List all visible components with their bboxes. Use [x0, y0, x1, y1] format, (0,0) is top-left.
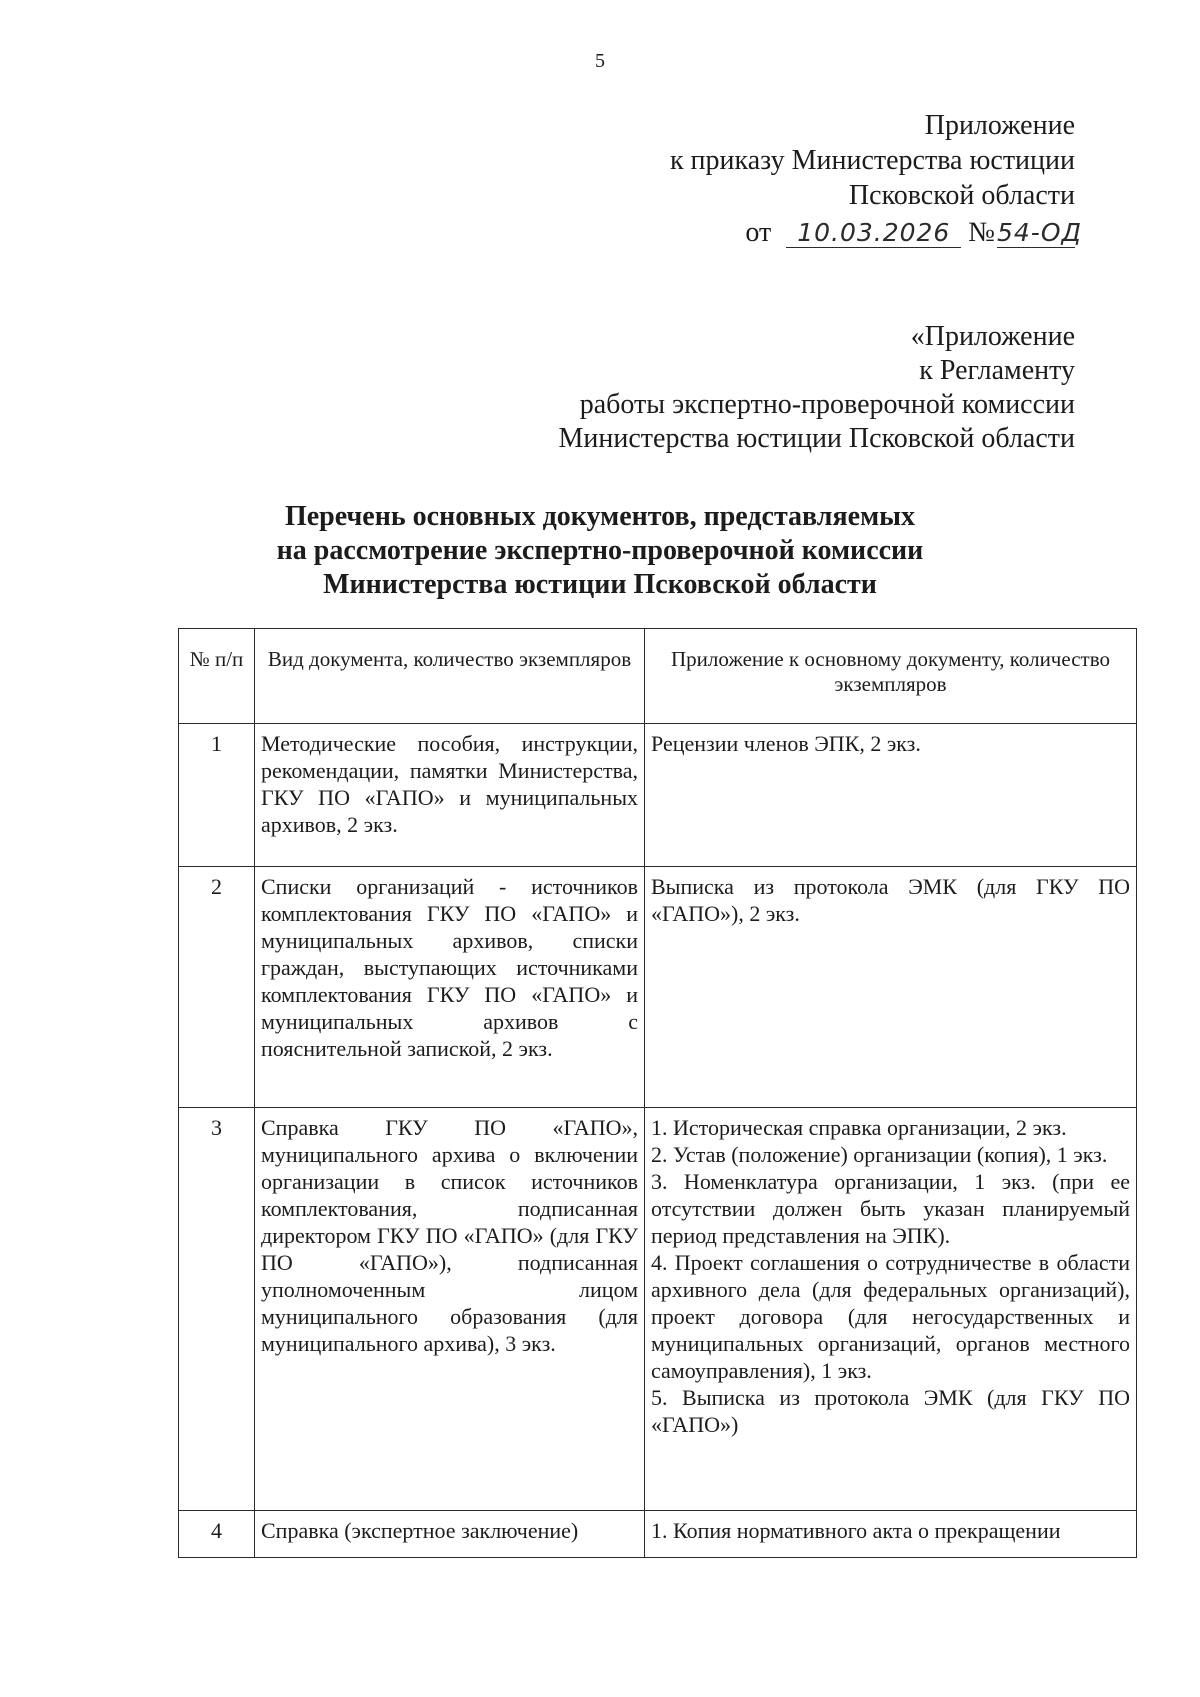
- handwritten-number: 54-ОД: [997, 218, 1083, 247]
- table-row: [179, 1108, 1137, 1511]
- regulation-block: [559, 320, 1075, 456]
- table-row: [179, 1511, 1137, 1558]
- table-row: [179, 867, 1137, 1108]
- attachment-item: 2. Устав (положение) организации (копия), 1 экз.: [651, 1142, 1108, 1167]
- attachment-item: 3. Номенклатура организации, 1 экз. (при ее отсутствии должен быть указан планируемый период представления на ЭПК).: [651, 1169, 1130, 1248]
- regulation-line-3: работы экспертно-проверочной комиссии: [579, 389, 1075, 420]
- row-attachment: Выписка из протокола ЭМК (для ГКУ ПО «ГАПО»), 2 экз.: [645, 867, 1137, 1108]
- documents-table: [178, 628, 1137, 1558]
- header-doc: Вид документа, количество экземпляров: [255, 629, 645, 724]
- attachment-item: 1. Историческая справка организации, 2 экз.: [651, 1115, 1067, 1140]
- regulation-line-1: «Приложение: [910, 321, 1075, 352]
- approval-line-3: Псковской области: [848, 180, 1075, 211]
- title-line-1: Перечень основных документов, представляемых: [284, 501, 916, 532]
- table-row: [179, 724, 1137, 867]
- row-num: 4: [179, 1511, 255, 1558]
- row-doc: Справка (экспертное заключение): [255, 1511, 645, 1558]
- row-doc: Справка ГКУ ПО «ГАПО», муниципального архива о включении организации в список источников комплектования, подписанная директором ГКУ ПО «ГАПО» (для ГКУ ПО «ГАПО»), подписанная уполномоченным лицом муниципального образования (для муниципального архива), 3 экз.: [255, 1108, 645, 1511]
- from-label: от: [745, 217, 772, 248]
- header-attachment: Приложение к основному документу, количество экземпляров: [645, 629, 1137, 724]
- title-line-2: на рассмотрение экспертно-проверочной комиссии: [276, 535, 924, 566]
- attachment-item: 5. Выписка из протокола ЭМК (для ГКУ ПО «ГАПО»): [651, 1385, 1130, 1437]
- document-title: [0, 500, 1200, 602]
- regulation-line-4: Министерства юстиции Псковской области: [558, 423, 1075, 454]
- title-line-3: Министерства юстиции Псковской области: [323, 569, 877, 600]
- attachment-item: 4. Проект соглашения о сотрудничестве в области архивного дела (для федеральных организаций), проект договора (для негосударственных и муниципальных организаций, органов местного самоуправления), 1 экз.: [651, 1250, 1130, 1383]
- approval-line-1: Приложение: [924, 110, 1075, 141]
- number-label: №: [968, 217, 995, 248]
- row-doc: Методические пособия, инструкции, рекомендации, памятки Министерства, ГКУ ПО «ГАПО» и муниципальных архивов, 2 экз.: [255, 724, 645, 867]
- approval-block: [669, 108, 1083, 250]
- row-attachment: [645, 1108, 1137, 1511]
- row-num: 1: [179, 724, 255, 867]
- approval-line-2: к приказу Министерства юстиции: [669, 145, 1075, 176]
- row-num: 2: [179, 867, 255, 1108]
- row-num: 3: [179, 1108, 255, 1511]
- row-doc: Списки организаций - источников комплектования ГКУ ПО «ГАПО» и муниципальных архивов, списки граждан, выступающих источниками комплектования ГКУ ПО «ГАПО» и муниципальных архивов с пояснительной запиской, 2 экз.: [255, 867, 645, 1108]
- row-attachment: 1. Копия нормативного акта о прекращении: [645, 1511, 1137, 1558]
- page-number: 5: [595, 50, 605, 72]
- regulation-line-2: к Регламенту: [919, 355, 1075, 386]
- handwritten-date: 10.03.2026: [786, 219, 961, 248]
- row-attachment: Рецензии членов ЭПК, 2 экз.: [645, 724, 1137, 867]
- table-header-row: [179, 629, 1137, 724]
- header-num: № п/п: [179, 629, 255, 724]
- approval-date-line: [670, 215, 1083, 250]
